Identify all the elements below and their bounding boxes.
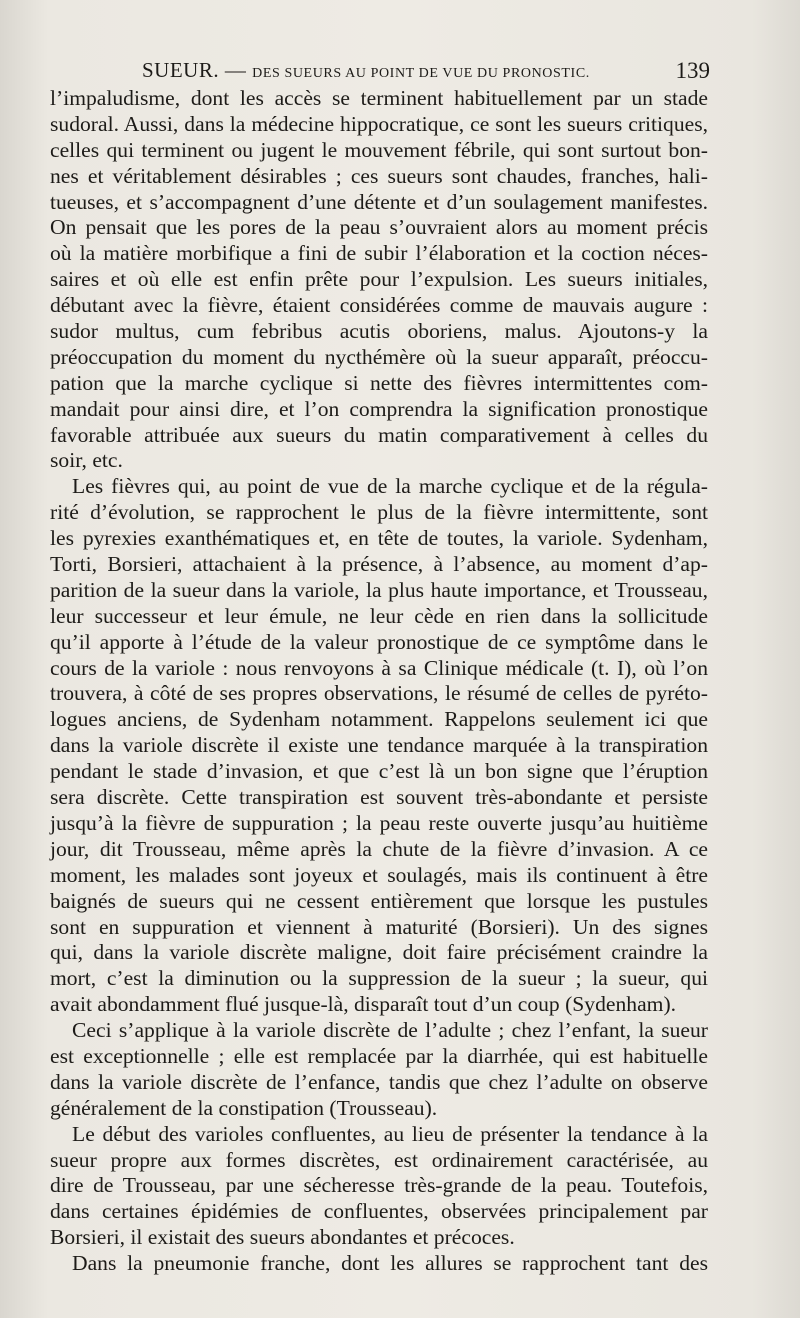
text-line: nes et véritablement désirables ; ces sueurs sont chaudes, franches, hali- [50,163,708,188]
body-text [50,86,708,1277]
paragraph-start-line: Les fièvres qui, au point de vue de la marche cyclique et de la régula- [72,474,708,499]
text-line: favorable attribuée aux sueurs du matin comparativement à celles du [50,422,708,447]
text-line: moment, les malades sont joyeux et soulagés, mais ils continuent à être [50,862,708,887]
running-head [142,58,622,83]
text-line: dans certaines épidémies de confluentes, observées principalement par [50,1199,708,1224]
text-line: rité d’évolution, se rapprochent le plus de la fièvre intermittente, sont [50,500,708,525]
running-head-dash: — [224,58,247,82]
running-head-title: SUEUR. [142,58,220,82]
paragraph-start-line: Dans la pneumonie franche, dont les allures se rapprochent tant des [72,1251,708,1276]
text-line: sudor multus, cum febribus acutis oboriens, malus. Ajoutons-y la [50,319,708,344]
text-line: trouvera, à côté de ses propres observations, le résumé de celles de pyréto- [50,681,708,706]
page-number: 139 [675,58,710,83]
text-line: dans la variole discrète de l’enfance, tandis que chez l’adulte on observe [50,1069,708,1094]
text-line: celles qui terminent ou jugent le mouvement fébrile, qui sont surtout bon- [50,137,708,162]
text-line: l’impaludisme, dont les accès se terminent habituellement par un stade [50,86,708,110]
text-line: baignés de sueurs qui ne cessent entièrement que lorsque les pustules [50,888,708,913]
text-line: jusqu’à la fièvre de suppuration ; la peau reste ouverte jusqu’au huitième [50,810,708,835]
text-line: préoccupation du moment du nycthémère où la sueur apparaît, préoccu- [50,344,708,369]
text-line: dans la variole discrète il existe une tendance marquée à la transpiration [50,733,708,758]
text-line: sudoral. Aussi, dans la médecine hippocratique, ce sont les sueurs critiques, [50,111,708,136]
paragraph-end-line: généralement de la constipation (Trousseau). [50,1095,438,1120]
paragraph-end-line: soir, etc. [50,448,123,473]
text-line: tueuses, et s’accompagnent d’une détente et d’un soulagement manifestes. [50,189,708,214]
text-line: est exceptionnelle ; elle est remplacée par la diarrhée, qui est habituelle [50,1043,708,1068]
text-line: pendant le stade d’invasion, et que c’est là un bon signe que l’éruption [50,759,708,784]
text-line: qu’il apporte à l’étude de la valeur pronostique de ce symptôme dans le [50,629,708,654]
text-line: mort, c’est la diminution ou la suppression de la sueur ; la sueur, qui [50,966,708,991]
text-line: mandait pour ainsi dire, et l’on comprendra la signification pronostique [50,396,708,421]
paragraph-start-line: Ceci s’applique à la variole discrète de l’adulte ; chez l’enfant, la sueur [72,1018,708,1043]
paragraph-end-line: avait abondamment flué jusque-là, disparaît tout d’un coup (Sydenham). [50,992,677,1017]
text-line: leur successeur et leur émule, ne leur cède en rien dans la sollicitude [50,603,708,628]
text-line: sont en suppuration et viennent à maturité (Borsieri). Un des signes [50,914,708,939]
text-line: saires et où elle est enfin prête pour l’expulsion. Les sueurs initiales, [50,267,708,292]
text-line: parition de la sueur dans la variole, la plus haute importance, et Trousseau, [50,577,708,602]
text-line: qui, dans la variole discrète maligne, doit faire précisément craindre la [50,940,708,965]
text-line: sera discrète. Cette transpiration est souvent très-abondante et persiste [50,785,708,810]
text-line: pation que la marche cyclique si nette des fièvres intermittentes com- [50,370,708,395]
text-line: Torti, Borsieri, attachaient à la présence, à l’absence, au moment d’ap- [50,552,708,577]
text-line: logues anciens, de Sydenham notamment. Rappelons seulement ici que [50,707,708,732]
running-head-subtitle: DES SUEURS AU POINT DE VUE DU PRONOSTIC. [252,66,590,81]
page-header [50,58,710,88]
text-line: sueur propre aux formes discrètes, est ordinairement caractérisée, au [50,1147,708,1172]
paragraph-start-line: Le début des varioles confluentes, au lieu de présenter la tendance à la [72,1121,708,1146]
text-line: On pensait que les pores de la peau s’ouvraient alors au moment précis [50,215,708,240]
text-line: dire de Trousseau, par une sécheresse très-grande de la peau. Toutefois, [50,1173,708,1198]
text-line: débutant avec la fièvre, étaient considérées comme de mauvais augure : [50,293,708,318]
text-line: où la matière morbifique a fini de subir l’élaboration et la coction néces- [50,241,708,266]
text-line: jour, dit Trousseau, même après la chute de la fièvre d’invasion. A ce [50,836,708,861]
paragraph-end-line: Borsieri, il existait des sueurs abondantes et précoces. [50,1225,515,1250]
text-line: cours de la variole : nous renvoyons à sa Clinique médicale (t. I), où l’on [50,655,708,680]
text-line: les pyrexies exanthématiques et, en tête de toutes, la variole. Sydenham, [50,526,708,551]
